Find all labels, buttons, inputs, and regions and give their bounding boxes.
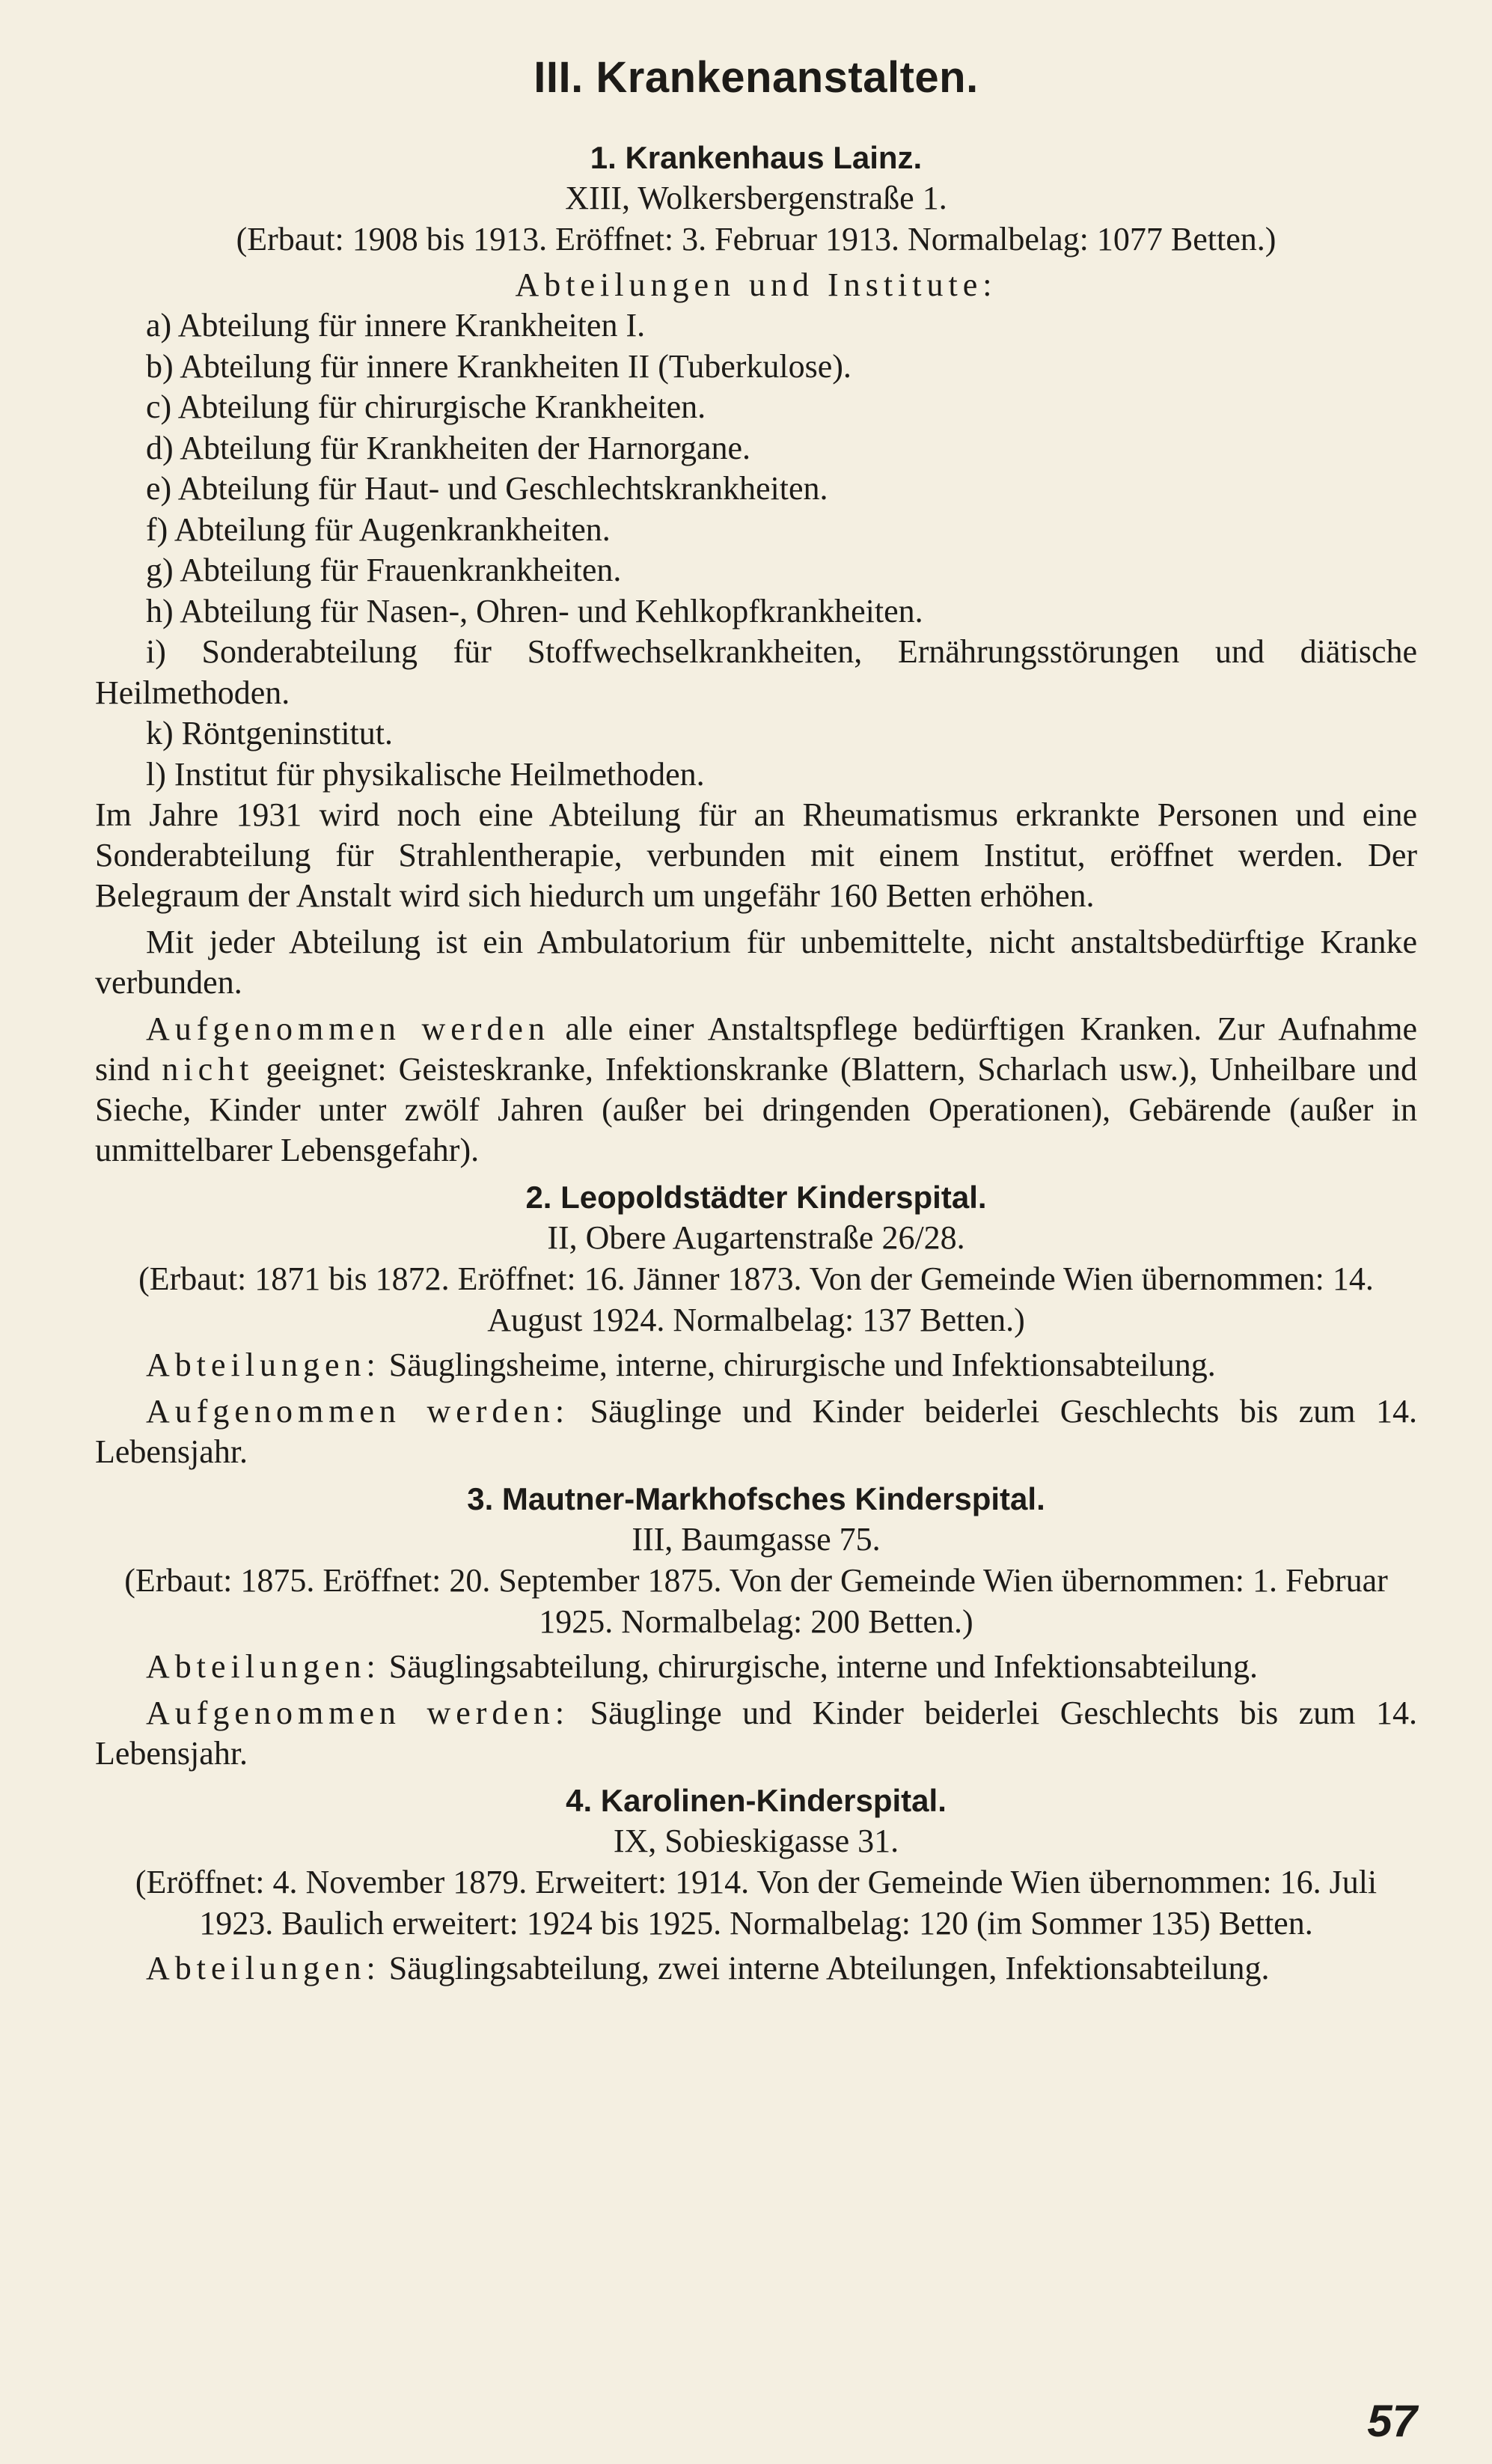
departments-text: Säuglingsabteilung, zwei interne Abteilungen, Infektionsabteilung. [380,1950,1270,1986]
paragraph: Mit jeder Abteilung ist ein Ambulatorium für unbemittelte, nicht anstaltsbedürftige Kranke verbunden. [95,924,1417,1001]
departments-text: Säuglingsabteilung, chirurgische, interne und Infektionsabteilung. [380,1648,1259,1685]
departments-text: Säuglingsheime, interne, chirurgische und Infektionsabteilung. [380,1347,1216,1383]
list-item: k) Röntgeninstitut. [146,715,393,751]
departments-paragraph [95,1948,1417,1989]
list-item: c) Abteilung für chirurgische Krankheiten. [146,388,706,425]
list-item: i) Sonderabteilung für Stoffwechselkrankheiten, Ernährungsstörungen und diätische Heilmethoden. [95,633,1417,711]
admission-text: Säuglinge und Kinder beiderlei Geschlechts bis zum 14. Lebensjahr. [95,1393,1417,1470]
list-item: a) Abteilung für innere Krankheiten I. [146,307,646,344]
admission-paragraph [95,1391,1417,1472]
admission-label: Aufgenommen werden [146,1010,550,1047]
list-item: b) Abteilung für innere Krankheiten II (Tuberkulose). [146,347,852,385]
admission-text: Säuglinge und Kinder beiderlei Geschlechts bis zum 14. Lebensjahr. [95,1695,1417,1772]
admission-label: Aufgenommen werden: [146,1393,570,1430]
departments-label: Abteilungen: [146,1648,381,1685]
section-heading: 4. Karolinen-Kinderspital. [566,1783,947,1818]
departments-header: Abteilungen und Institute: [515,266,997,303]
section-karolinen-kinderspital [95,1781,1417,1989]
section-address: IX, Sobieskigasse 31. [613,1823,899,1859]
paragraph: Im Jahre 1931 wird noch eine Abteilung für an Rheumatismus erkrankte Personen und eine Sonderabteilung für Strahlentherapie, verbunden mit einem Institut, eröffnet werden. Der Belegraum der Anstalt wird sich hiedurch um ungefähr 160 Betten erhöhen. [95,796,1417,914]
admission-label: Aufgenommen werden: [146,1695,570,1731]
admission-paragraph [95,1009,1417,1171]
departments-label: Abteilungen: [146,1950,381,1986]
section-info: (Erbaut: 1871 bis 1872. Eröffnet: 16. Jänner 1873. Von der Gemeinde Wien übernommen: 14. August 1924. Normalbelag: 137 Betten.) [138,1260,1374,1338]
section-info: (Erbaut: 1875. Eröffnet: 20. September 1875. Von der Gemeinde Wien übernommen: 1. Februar 1925. Normalbelag: 200 Betten.) [124,1562,1388,1640]
departments-list [95,305,1417,795]
section-address: III, Baumgasse 75. [632,1521,881,1558]
admission-text: alle einer Anstaltspflege bedürftigen Kranken. Zur Aufnahme sind [95,1010,1418,1088]
list-item: l) Institut für physikalische Heilmethoden. [146,755,705,793]
admission-not: nicht [162,1051,254,1088]
section-heading: 1. Krankenhaus Lainz. [590,140,923,175]
section-address: XIII, Wolkersbergenstraße 1. [565,180,947,216]
list-item: f) Abteilung für Augenkrankheiten. [146,510,611,548]
departments-paragraph [95,1647,1417,1687]
page-number: 57 [1367,2396,1417,2446]
admission-text: geeignet: Geisteskranke, Infektionskranke (Blattern, Scharlach usw.), Unheilbare und Sieche, Kinder unter zwölf Jahren (außer bei dringenden Operationen), Gebärende (außer in unmittelbarer Lebensgefahr). [95,1051,1417,1168]
list-item: e) Abteilung für Haut- und Geschlechtskrankheiten. [146,470,828,507]
section-info: (Eröffnet: 4. November 1879. Erweitert: 1914. Von der Gemeinde Wien übernommen: 16. Juli 1923. Baulich erweitert: 1924 bis 1925. Normalbelag: 120 (im Sommer 135) Betten. [135,1864,1378,1942]
chapter-title: III. Krankenanstalten. [533,53,979,102]
section-heading: 2. Leopoldstädter Kinderspital. [525,1180,987,1215]
departments-label: Abteilungen: [146,1347,381,1383]
section-address: II, Obere Augartenstraße 26/28. [547,1219,965,1256]
departments-paragraph [95,1345,1417,1385]
section-info: (Erbaut: 1908 bis 1913. Eröffnet: 3. Februar 1913. Normalbelag: 1077 Betten.) [236,221,1277,257]
list-item: d) Abteilung für Krankheiten der Harnorgane. [146,429,751,466]
section-krankenhaus-lainz [95,138,1417,1171]
section-mautner-markhofsches-kinderspital [95,1480,1417,1774]
section-heading: 3. Mautner-Markhofsches Kinderspital. [467,1481,1045,1516]
list-item: g) Abteilung für Frauenkrankheiten. [146,552,622,588]
section-leopoldstaedter-kinderspital [95,1178,1417,1472]
list-item: h) Abteilung für Nasen-, Ohren- und Kehlkopfkrankheiten. [146,592,923,629]
admission-paragraph [95,1693,1417,1774]
